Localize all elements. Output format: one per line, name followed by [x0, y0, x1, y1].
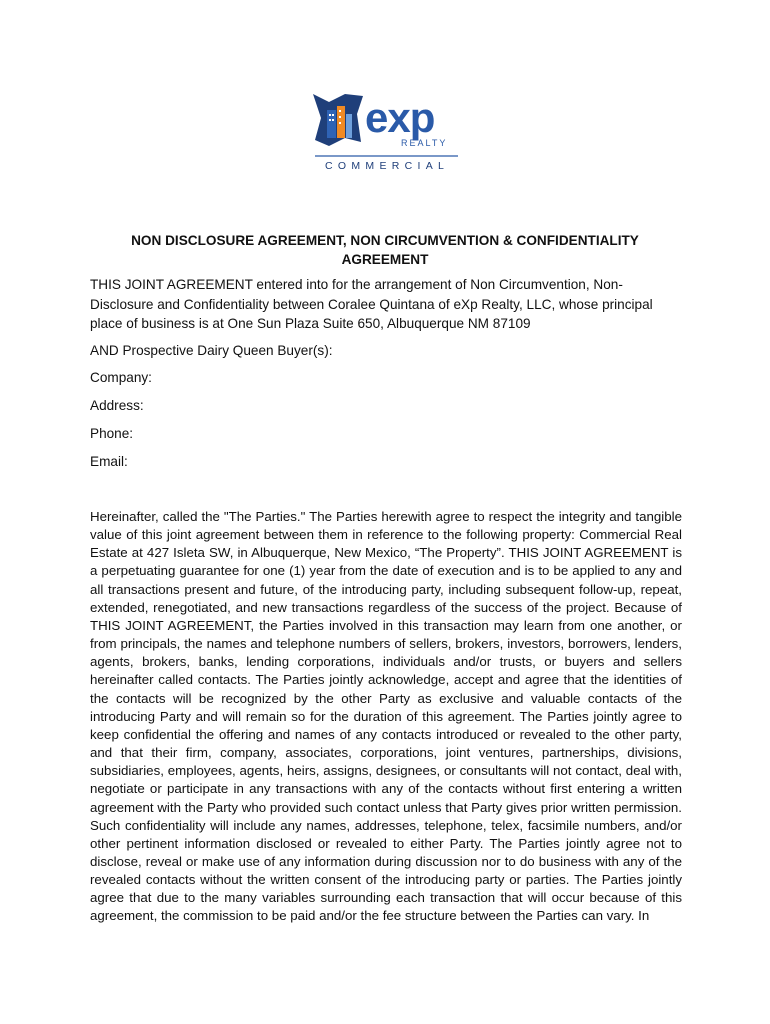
address-field: Address: [90, 398, 144, 413]
logo-building-blue [327, 110, 336, 138]
buyer-line: AND Prospective Dairy Queen Buyer(s): [90, 343, 333, 358]
logo-building-light [346, 114, 352, 138]
email-field: Email: [90, 454, 128, 469]
logo-brand-text: exp [365, 94, 435, 141]
phone-field: Phone: [90, 426, 134, 441]
intro-paragraph: THIS JOINT AGREEMENT entered into for the arrangement of Non Circumvention, Non-Disclosure and Confidentiality between Coralee Quintana of eXp Realty, LLC, whose principal place of business is at One Sun Plaza Suite 650, Albuquerque NM 87109 [90, 277, 653, 332]
agreement-body-paragraph: Hereinafter, called the "The Parties." The Parties herewith agree to respect the integrity and tangible value of this joint agreement between them in reference to the following property: Commercial Real Estate at 427 Isleta SW, in Albuquerque, New Mexico, “The Property”. THIS JOINT AGREEMENT is a perpetuating guarantee for one (1) year from the date of execution and is to be applied to any and all transactions present and future, of the introducing party, including subsequent follow-up, repeat, extended, renegotiated, and new transactions regardless of the success of the project. Because of THIS JOINT AGREEMENT, the Parties involved in this transaction may learn from one another, or from principals, the names and telephone numbers of sellers, brokers, investors, borrowers, lenders, agents, brokers, banks, lending corporations, individuals and/or trusts, or buyers and sellers hereinafter called contacts. The Parties jointly acknowledge, accept and agree that the identities of the contacts will be recognized by the other Party as exclusive and valuable contacts of the introducing Party and will remain so for the duration of this agreement. The Parties jointly agree to keep confidential the offering and names of any contacts introduced or revealed to the other party, and that their firm, company, associates, corporations, joint ventures, partnerships, divisions, subsidiaries, employees, agents, heirs, assigns, designees, or consultants will not contact, deal with, negotiate or participate in any transactions with any of the contacts without first entering a written agreement with the Party who provided such contact unless that Party gives prior written permission. Such confidentiality will include any names, addresses, telephone, telex, facsimile numbers, and/or other pertinent information disclosed or revealed to either Party. The Parties jointly agree not to disclose, reveal or make use of any information during discussion nor to do business with any of the revealed contacts without the written consent of the introducing party or parties. The Parties jointly agree that due to the many variables surrounding each transaction that will occur because of this agreement, the commission to be paid and/or the fee structure between the Parties can vary. In [90, 509, 682, 924]
logo-graphic [305, 88, 460, 174]
company-field: Company: [90, 370, 152, 385]
logo-division-text: COMMERCIAL [325, 160, 450, 172]
title-line-1: NON DISCLOSURE AGREEMENT, NON CIRCUMVENTION & CONFIDENTIALITY [131, 233, 639, 248]
exp-commercial-logo [305, 88, 460, 174]
logo-subtitle-text: REALTY [401, 138, 448, 148]
document-title [90, 231, 680, 269]
title-line-2: AGREEMENT [341, 252, 429, 267]
